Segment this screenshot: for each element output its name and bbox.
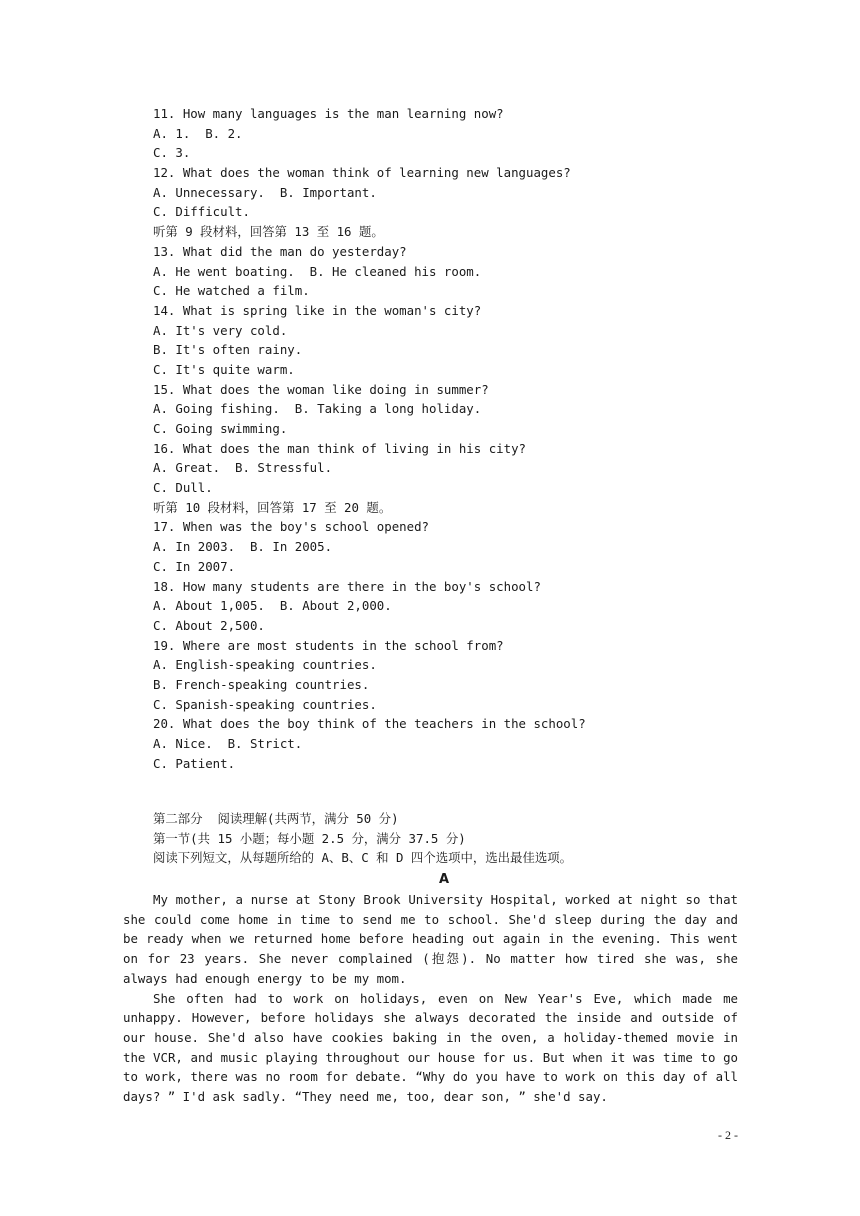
option-line: C. Spanish-speaking countries. bbox=[153, 696, 377, 712]
option-line: A. Going fishing. B. Taking a long holiday. bbox=[153, 401, 482, 417]
option-line: C. About 2,500. bbox=[153, 617, 265, 633]
question-line: 20. What does the boy think of the teachers in the school? bbox=[153, 716, 586, 732]
reading-passage bbox=[123, 890, 738, 1107]
question-line: 15. What does the woman like doing in summer? bbox=[153, 381, 489, 397]
section-instruction: 阅读下列短文，从每题所给的 A、B、C 和 D 四个选项中，选出最佳选项。 bbox=[153, 850, 573, 866]
passage-paragraph: My mother, a nurse at Stony Brook University Hospital, worked at night so that she could come home in time to send me to school. She'd sleep during the day and be ready when we returned home before heading out again in the evening. This went on for 23 years. She never complained (抱怨). No matter how tired she was, she always had enough energy to be my mom. bbox=[123, 892, 738, 986]
option-line: C. He watched a film. bbox=[153, 283, 310, 299]
question-line: 11. How many languages is the man learning now? bbox=[153, 106, 504, 121]
listening-instruction: 听第 10 段材料，回答第 17 至 20 题。 bbox=[153, 499, 392, 515]
listening-instruction: 听第 9 段材料，回答第 13 至 16 题。 bbox=[153, 224, 384, 240]
question-line: 19. Where are most students in the school from? bbox=[153, 637, 504, 653]
question-line: 14. What is spring like in the woman's city? bbox=[153, 302, 482, 318]
option-line: C. It's quite warm. bbox=[153, 361, 295, 377]
option-line: C. Going swimming. bbox=[153, 421, 288, 436]
question-line: 17. When was the boy's school opened? bbox=[153, 519, 430, 535]
option-line: A. He went boating. B. He cleaned his room. bbox=[153, 263, 482, 279]
listening-questions bbox=[153, 104, 773, 773]
question-line: 13. What did the man do yesterday? bbox=[153, 243, 407, 259]
option-line: C. In 2007. bbox=[153, 558, 236, 574]
option-line: A. About 1,005. B. About 2,000. bbox=[153, 598, 392, 614]
option-line: A. It's very cold. bbox=[153, 322, 288, 338]
option-line: C. Difficult. bbox=[153, 204, 250, 220]
question-line: 16. What does the man think of living in his city? bbox=[153, 440, 526, 456]
part-title: 第二部分 阅读理解(共两节，满分 50 分) bbox=[153, 811, 399, 826]
option-line: A. Nice. B. Strict. bbox=[153, 736, 303, 751]
option-line: B. It's often rainy. bbox=[153, 342, 303, 358]
option-line: B. French-speaking countries. bbox=[153, 676, 370, 692]
option-line: C. Patient. bbox=[153, 755, 236, 771]
option-line: A. 1. B. 2. bbox=[153, 125, 243, 141]
option-line: A. Unnecessary. B. Important. bbox=[153, 184, 377, 200]
option-line: A. In 2003. B. In 2005. bbox=[153, 539, 333, 555]
section-title: 第一节(共 15 小题；每小题 2.5 分，满分 37.5 分) bbox=[153, 830, 466, 846]
question-line: 12. What does the woman think of learning new languages? bbox=[153, 165, 571, 181]
question-line: 18. How many students are there in the boy's school? bbox=[153, 578, 541, 594]
passage-paragraph: She often had to work on holidays, even on New Year's Eve, which made me unhappy. However, before holidays she always decorated the inside and outside of our house. She'd also have cookies baking in the oven, a holiday-themed movie in the VCR, and music playing throughout our house for us. But when it was time to go to work, there was no room for debate. “Why do you have to work on this day of all days? ” I'd ask sadly. “They need me, too, dear son, ” she'd say. bbox=[123, 990, 738, 1105]
option-line: A. Great. B. Stressful. bbox=[153, 460, 333, 476]
reading-section-header bbox=[153, 809, 773, 868]
passage-title: A bbox=[438, 872, 450, 887]
page-number: - 2 - bbox=[718, 1128, 738, 1142]
option-line: C. 3. bbox=[153, 145, 191, 161]
option-line: C. Dull. bbox=[153, 480, 213, 496]
option-line: A. English-speaking countries. bbox=[153, 657, 377, 673]
